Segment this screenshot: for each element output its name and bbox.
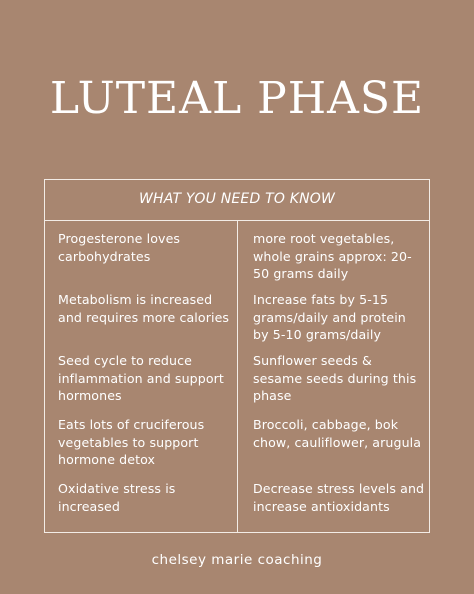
- card-header: WHAT YOU NEED TO KNOW: [45, 180, 429, 221]
- row-2-right: Increase fats by 5-15 grams/daily and protein by 5-10 grams/daily: [253, 292, 406, 342]
- row-2-left: Metabolism is increased and requires more calories: [58, 292, 230, 325]
- column-divider: [237, 221, 238, 532]
- page-title: LUTEAL PHASE: [49, 73, 425, 124]
- row-1-right: more root vegetables, whole grains approx: 20-50 grams daily: [253, 231, 412, 281]
- row-3-left: Seed cycle to reduce inflammation and support hormones: [58, 353, 224, 403]
- row-5-right: Decrease stress levels and increase antioxidants: [253, 481, 425, 514]
- row-5-left: Oxidative stress is increased: [58, 481, 176, 514]
- info-card: [44, 179, 430, 533]
- row-1-left: Progesterone loves carbohydrates: [58, 231, 181, 264]
- row-4-right: Broccoli, cabbage, bok chow, cauliflower, arugula: [253, 417, 422, 450]
- row-4-left: Eats lots of cruciferous vegetables to support hormone detox: [58, 417, 205, 467]
- brand-footer: chelsey marie coaching: [151, 552, 323, 568]
- row-3-right: Sunflower seeds & sesame seeds during this phase: [253, 353, 417, 403]
